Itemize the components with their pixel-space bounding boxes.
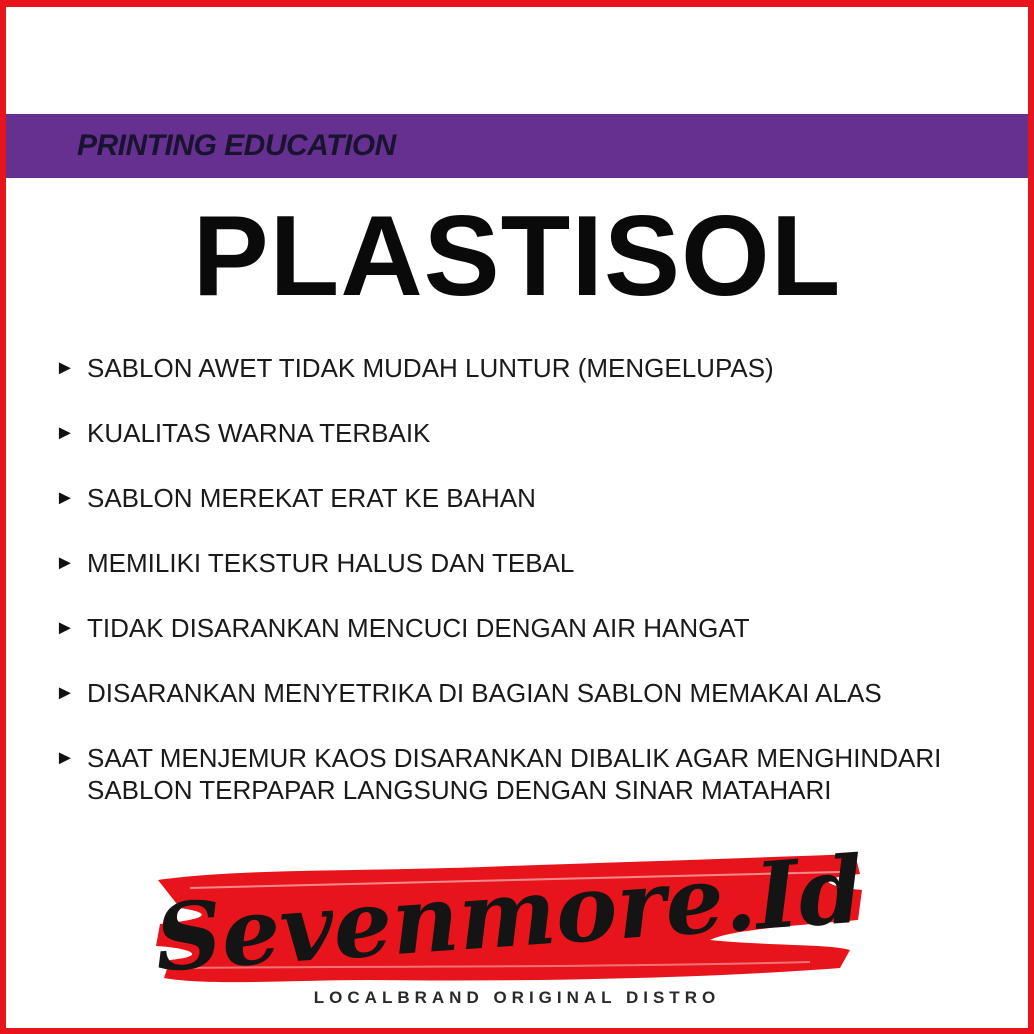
bullet-arrow-icon: ► [55,552,75,574]
feature-list [55,352,1015,839]
list-item [55,547,1015,579]
list-item [55,612,1015,644]
banner-label: PRINTING EDUCATION [77,129,396,162]
list-item [55,677,1015,709]
bullet-arrow-icon: ► [55,682,75,704]
list-item-text: MEMILIKI TEKSTUR HALUS DAN TEBAL [87,548,575,578]
list-item [55,352,1015,384]
bullet-arrow-icon: ► [55,487,75,509]
bullet-arrow-icon: ► [55,617,75,639]
list-item-text: SABLON AWET TIDAK MUDAH LUNTUR (MENGELUPAS) [87,353,774,383]
list-item [55,417,1015,449]
list-item [55,742,1015,806]
list-item-text: KUALITAS WARNA TERBAIK [87,418,431,448]
brand-wordmark: Sevenmore.Id [151,835,867,993]
bullet-arrow-icon: ► [55,422,75,444]
bullet-arrow-icon: ► [55,357,75,379]
list-item [55,482,1015,514]
list-item-text: TIDAK DISARANKAN MENCUCI DENGAN AIR HANGAT [87,613,750,643]
brand-tagline: LOCALBRAND ORIGINAL DISTRO [313,988,721,1007]
list-item-text: SAAT MENJEMUR KAOS DISARANKAN DIBALIK AGAR MENGHINDARI SABLON TERPAPAR LANGSUNG DENGAN SINAR MATAHARI [87,743,942,805]
brand-logo [150,828,870,998]
page-title: PLASTISOL [192,193,842,320]
bullet-arrow-icon: ► [55,747,75,769]
list-item-text: DISARANKAN MENYETRIKA DI BAGIAN SABLON MEMAKAI ALAS [87,678,882,708]
list-item-text: SABLON MEREKAT ERAT KE BAHAN [87,483,536,513]
